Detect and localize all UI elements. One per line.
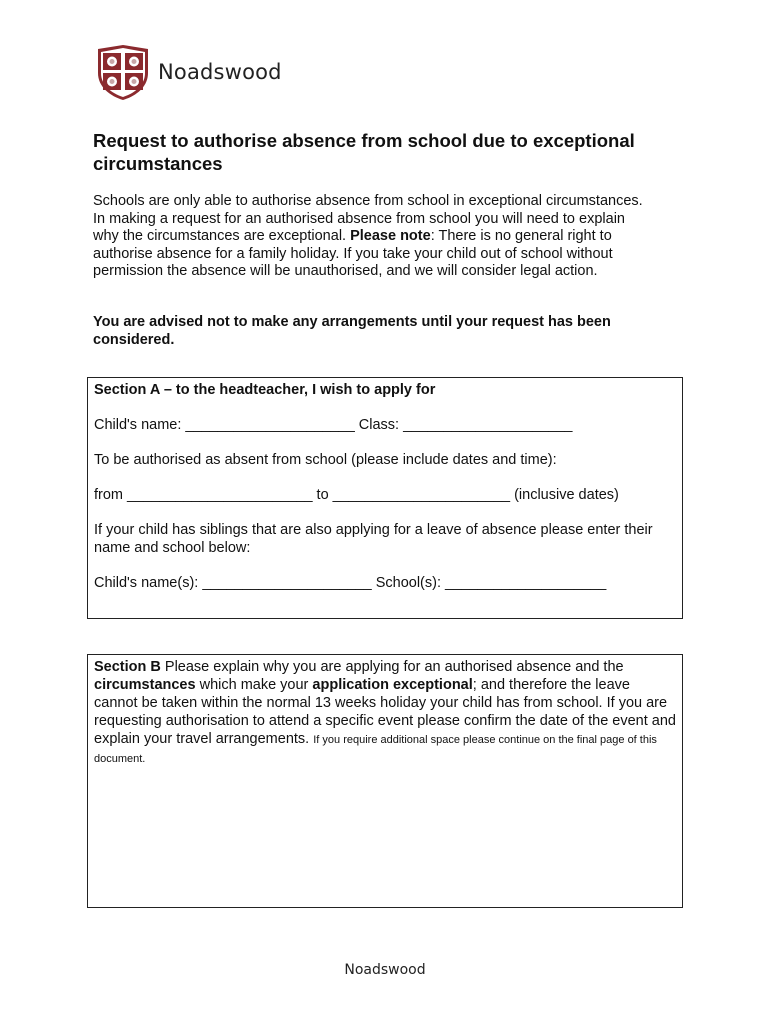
section-b-text-1: Please explain why you are applying for an authorised absence and the [160, 659, 624, 675]
date-range-field[interactable]: from _______________________ to ______________________ (inclusive dates) [94, 487, 619, 503]
siblings-instruction: If your child has siblings that are also applying for a leave of absence please enter their name and school below: [94, 522, 653, 556]
siblings-name-school-field[interactable]: Child's name(s): _____________________ School(s): ____________________ [94, 575, 607, 591]
page-title: Request to authorise absence from school due to exceptional circumstances [93, 130, 635, 174]
intro-text-1: Schools are only able to authorise absence from school in exceptional circumstances. In making a request for an authorised absence from school you will need to explain why the circumstances are exceptional. [93, 193, 643, 244]
school-logo [94, 43, 282, 101]
section-b-small-note: If you require additional space please continue on the final page of this document. [94, 734, 657, 765]
section-a-box [87, 377, 683, 619]
advice-text: You are advised not to make any arrangements until your request has been considered. [93, 314, 611, 348]
section-b-bold-1: circumstances [94, 677, 196, 693]
section-b-text-3: ; and therefore the leave cannot be taken within the normal 13 weeks holiday your child has from school. If you are requesting authorisation to attend a specific event please confirm the date of the event and explain your travel arrangements. [94, 677, 676, 747]
section-b-text [94, 658, 676, 768]
school-name: Noadswood [158, 60, 282, 84]
school-crest-icon [94, 43, 152, 101]
section-b-bold-2: application exceptional [312, 677, 473, 693]
section-b-heading: Section B [94, 659, 161, 675]
section-b-text-2: which make your [195, 677, 313, 693]
intro-paragraph [93, 193, 653, 281]
please-note-label: Please note [350, 228, 431, 244]
intro-text-2: : There is no general right to authorise absence for a family holiday. If you take your child out of school without permission the absence will be unauthorised, and we will consider legal action. [93, 228, 613, 279]
section-b-box[interactable] [87, 654, 683, 908]
section-a-heading: Section A – to the headteacher, I wish to apply for [94, 382, 436, 398]
absence-instruction: To be authorised as absent from school (please include dates and time): [94, 452, 557, 468]
childs-name-class-field[interactable]: Child's name: _____________________ Class: _____________________ [94, 417, 573, 433]
page-footer: Noadswood [344, 962, 426, 978]
